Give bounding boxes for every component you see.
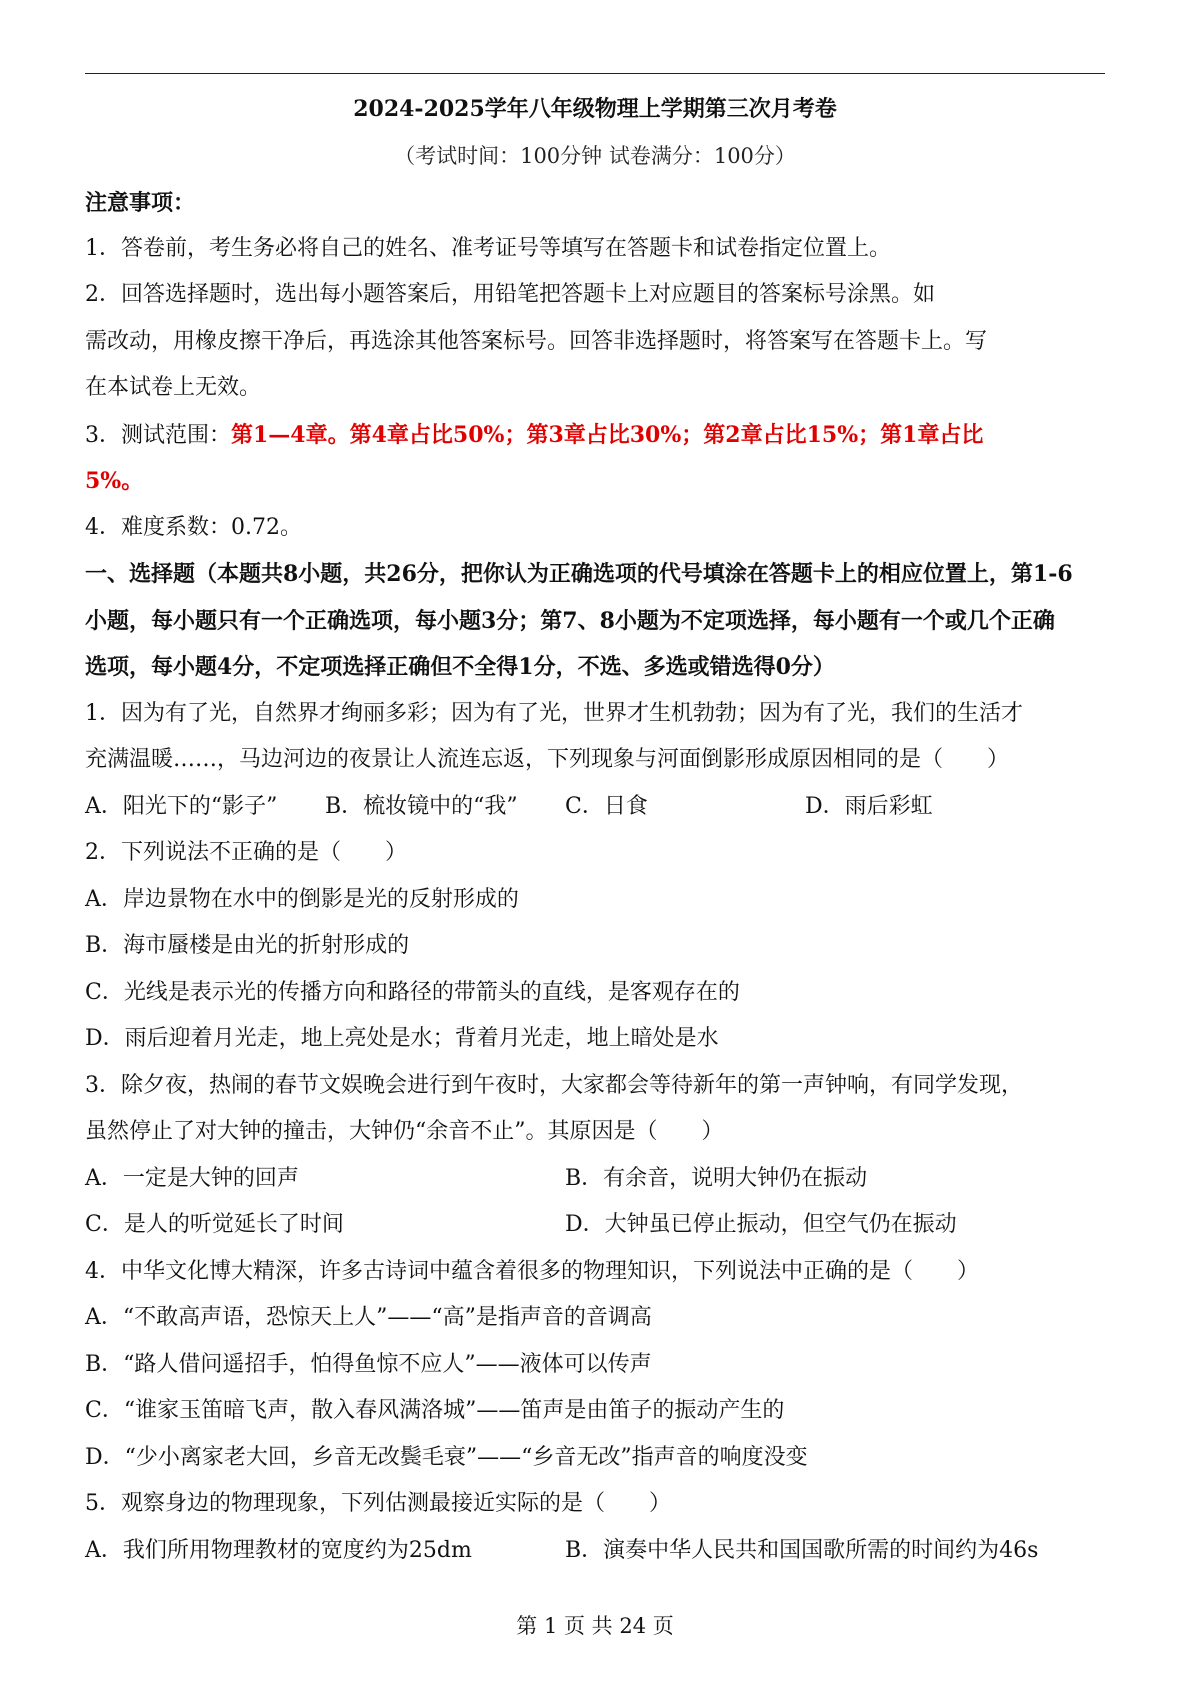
notice-item-2-line1: 2．回答选择题时，选出每小题答案后，用铅笔把答题卡上对应题目的答案标号涂黑。如 bbox=[85, 282, 935, 307]
q4-option-d: D．“少小离家老大回，乡音无改鬓毛衰”——“乡音无改”指声音的响度没变 bbox=[85, 1445, 808, 1470]
q3-option-b: B．有余音，说明大钟仍在振动 bbox=[565, 1166, 868, 1191]
notice-heading: 注意事项： bbox=[85, 190, 196, 216]
q4-option-a: A．“不敢高声语，恐惊天上人”——“高”是指声音的音调高 bbox=[85, 1305, 652, 1330]
exam-title: 2024-2025学年八年级物理上学期第三次月考卷 bbox=[353, 96, 837, 122]
exam-subtitle: （考试时间：100分钟 试卷满分：100分） bbox=[394, 144, 796, 168]
q2-option-a: A．岸边景物在水中的倒影是光的反射形成的 bbox=[85, 887, 519, 912]
q5-option-b: B．演奏中华人民共和国国歌所需的时间约为46s bbox=[565, 1538, 1039, 1563]
q3-stem-line1: 3．除夕夜，热闹的春节文娱晚会进行到午夜时，大家都会等待新年的第一声钟响，有同学发现， bbox=[85, 1073, 1024, 1098]
notice-item-3-prefix: 3．测试范围： bbox=[85, 423, 231, 448]
q1-option-c: C．日食 bbox=[565, 794, 648, 819]
header-rule bbox=[85, 73, 1105, 74]
notice-item-1: 1．答卷前，考生务必将自己的姓名、准考证号等填写在答题卡和试卷指定位置上。 bbox=[85, 236, 891, 261]
q4-option-b: B．“路人借问遥招手，怕得鱼惊不应人”——液体可以传声 bbox=[85, 1352, 652, 1377]
notice-item-2-line2: 需改动，用橡皮擦干净后，再选涂其他答案标号。回答非选择题时，将答案写在答题卡上。写 bbox=[85, 329, 988, 354]
section1-heading-line2: 小题，每小题只有一个正确选项，每小题3分；第7、8小题为不定项选择，每小题有一个或几个正确 bbox=[85, 608, 1055, 634]
q2-option-b: B．海市蜃楼是由光的折射形成的 bbox=[85, 933, 410, 958]
q4-stem: 4．中华文化博大精深，许多古诗词中蕴含着很多的物理知识，下列说法中正确的是（ ） bbox=[85, 1259, 980, 1284]
q2-option-c: C．光线是表示光的传播方向和路径的带箭头的直线，是客观存在的 bbox=[85, 980, 740, 1005]
q1-option-a: A．阳光下的“影子” bbox=[85, 794, 278, 819]
section1-heading-line1: 一、选择题（本题共8小题，共26分，把你认为正确选项的代号填涂在答题卡上的相应位置上，第1-6 bbox=[85, 561, 1073, 587]
q1-option-b: B．梳妆镜中的“我” bbox=[325, 794, 518, 819]
section1-heading-line3: 选项，每小题4分，不定项选择正确但不全得1分，不选、多选或错选得0分） bbox=[85, 654, 835, 680]
q2-option-d: D．雨后迎着月光走，地上亮处是水；背着月光走，地上暗处是水 bbox=[85, 1026, 719, 1051]
q3-option-d: D．大钟虽已停止振动，但空气仍在振动 bbox=[565, 1212, 957, 1237]
q3-stem-line2: 虽然停止了对大钟的撞击，大钟仍“余音不止”。其原因是（ ） bbox=[85, 1119, 724, 1144]
notice-item-3-line2: 5%。 bbox=[85, 468, 144, 494]
notice-item-3-line1 bbox=[85, 420, 1115, 451]
q2-stem: 2．下列说法不正确的是（ ） bbox=[85, 840, 407, 865]
q3-option-a: A．一定是大钟的回声 bbox=[85, 1166, 299, 1191]
q1-option-d: D．雨后彩虹 bbox=[805, 794, 933, 819]
q4-option-c: C．“谁家玉笛暗飞声，散入春风满洛城”——笛声是由笛子的振动产生的 bbox=[85, 1398, 785, 1423]
q1-stem-line2: 充满温暖……，马边河边的夜景让人流连忘返，下列现象与河面倒影形成原因相同的是（ ） bbox=[85, 747, 1010, 772]
q5-option-a: A．我们所用物理教材的宽度约为25dm bbox=[85, 1538, 472, 1563]
page-number: 第 1 页 共 24 页 bbox=[516, 1614, 674, 1638]
q1-stem-line1: 1．因为有了光，自然界才绚丽多彩；因为有了光，世界才生机勃勃；因为有了光，我们的生活才 bbox=[85, 701, 1024, 726]
q3-option-c: C．是人的听觉延长了时间 bbox=[85, 1212, 344, 1237]
test-scope-highlight: 第1—4章。第4章占比50%；第3章占比30%；第2章占比15%；第1章占比 bbox=[231, 422, 984, 448]
notice-item-4: 4．难度系数：0.72。 bbox=[85, 515, 302, 540]
q5-stem: 5．观察身边的物理现象，下列估测最接近实际的是（ ） bbox=[85, 1491, 671, 1516]
notice-item-2-line3: 在本试卷上无效。 bbox=[85, 375, 262, 400]
